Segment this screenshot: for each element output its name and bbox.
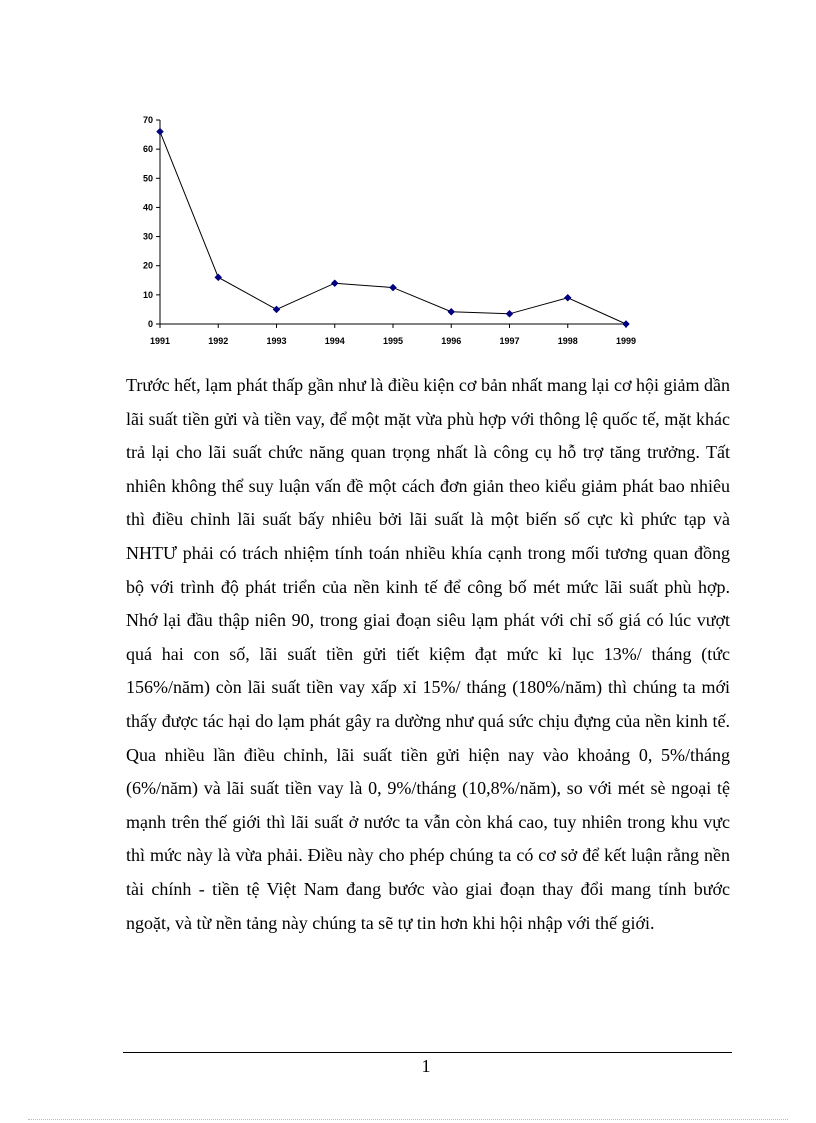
page-edge-divider bbox=[28, 1119, 788, 1120]
y-tick-label: 50 bbox=[142, 173, 153, 184]
y-tick-label: 20 bbox=[142, 260, 153, 271]
x-tick-label: 1993 bbox=[266, 336, 287, 346]
data-point-marker bbox=[448, 308, 455, 315]
x-tick-label: 1995 bbox=[382, 336, 404, 346]
data-point-marker bbox=[157, 128, 164, 135]
x-tick-label: 1997 bbox=[499, 336, 520, 346]
x-tick-label: 1999 bbox=[615, 336, 637, 346]
footer-divider bbox=[123, 1052, 732, 1053]
chart-axes bbox=[160, 120, 626, 324]
y-tick-label: 40 bbox=[142, 202, 153, 213]
y-tick-label: 30 bbox=[142, 231, 153, 242]
y-tick-label: 70 bbox=[142, 115, 153, 125]
x-tick-label: 1994 bbox=[324, 336, 345, 346]
x-axis-ticks bbox=[150, 324, 636, 346]
body-paragraph: Trước hết, lạm phát thấp gần như là điều kiện cơ bản nhất mang lại cơ hội giảm dần lãi suất tiền gửi và tiền vay, để một mặt vừa phù hợp với thông lệ quốc tế, mặt khác trả lại cho lãi suất chức năng quan trọng nhất là công cụ hỗ trợ tăng trưởng. Tất nhiên không thể suy luận vấn đề một cách đơn giản theo kiểu giảm phát bao nhiêu thì điều chỉnh lãi suất bấy nhiêu bởi lãi suất là một biến số cực kì phức tạp và NHTƯ phải có trách nhiệm tính toán nhiều khía cạnh trong mối tương quan đồng bộ với trình độ phát triển của nền kinh tế để công bố mét mức lãi suất phù hợp. Nhớ lại đầu thập niên 90, trong giai đoạn siêu lạm phát với chỉ số giá có lúc vượt quá hai con số, lãi suất tiền gửi tiết kiệm đạt mức kỉ lục 13%/ tháng (tức 156%/năm) còn lãi suất tiền vay xấp xỉ 15%/ tháng (180%/năm) thì chúng ta mới thấy được tác hại do lạm phát gây ra dường như quá sức chịu đựng của nền kinh tế. Qua nhiều lần điều chỉnh, lãi suất tiền gửi hiện nay vào khoảng 0, 5%/tháng (6%/năm) và lãi suất tiền vay là 0, 9%/tháng (10,8%/năm), so với mét sè ngoại tệ mạnh trên thế giới thì lãi suất ở nước ta vẫn còn khá cao, tuy nhiên trong khu vực thì mức này là vừa phải. Điều này cho phép chúng ta có cơ sở để kết luận rằng nền tài chính - tiền tệ Việt Nam đang bước vào giai đoạn thay đổi mang tính bước ngoặt, và từ nền tảng này chúng ta sẽ tự tin hơn khi hội nhập với thế giới. bbox=[126, 375, 730, 933]
y-tick-label: 0 bbox=[147, 319, 153, 329]
data-point-marker bbox=[564, 294, 571, 301]
data-point-marker bbox=[390, 284, 397, 291]
series-line bbox=[160, 132, 626, 324]
y-tick-label: 10 bbox=[142, 289, 153, 300]
x-tick-label: 1998 bbox=[557, 336, 578, 346]
x-tick-label: 1996 bbox=[441, 336, 462, 346]
data-point-marker bbox=[506, 310, 513, 317]
data-point-marker bbox=[273, 306, 280, 313]
y-axis-ticks bbox=[143, 115, 160, 329]
inflation-line-chart bbox=[130, 108, 650, 353]
data-point-marker bbox=[215, 274, 222, 281]
data-point-marker bbox=[331, 280, 338, 287]
y-tick-label: 60 bbox=[142, 144, 153, 155]
chart-series bbox=[157, 128, 630, 327]
page-number: 1 bbox=[421, 1056, 431, 1076]
data-point-marker bbox=[623, 321, 630, 328]
x-tick-label: 1992 bbox=[208, 336, 229, 346]
x-tick-label: 1991 bbox=[149, 336, 171, 346]
